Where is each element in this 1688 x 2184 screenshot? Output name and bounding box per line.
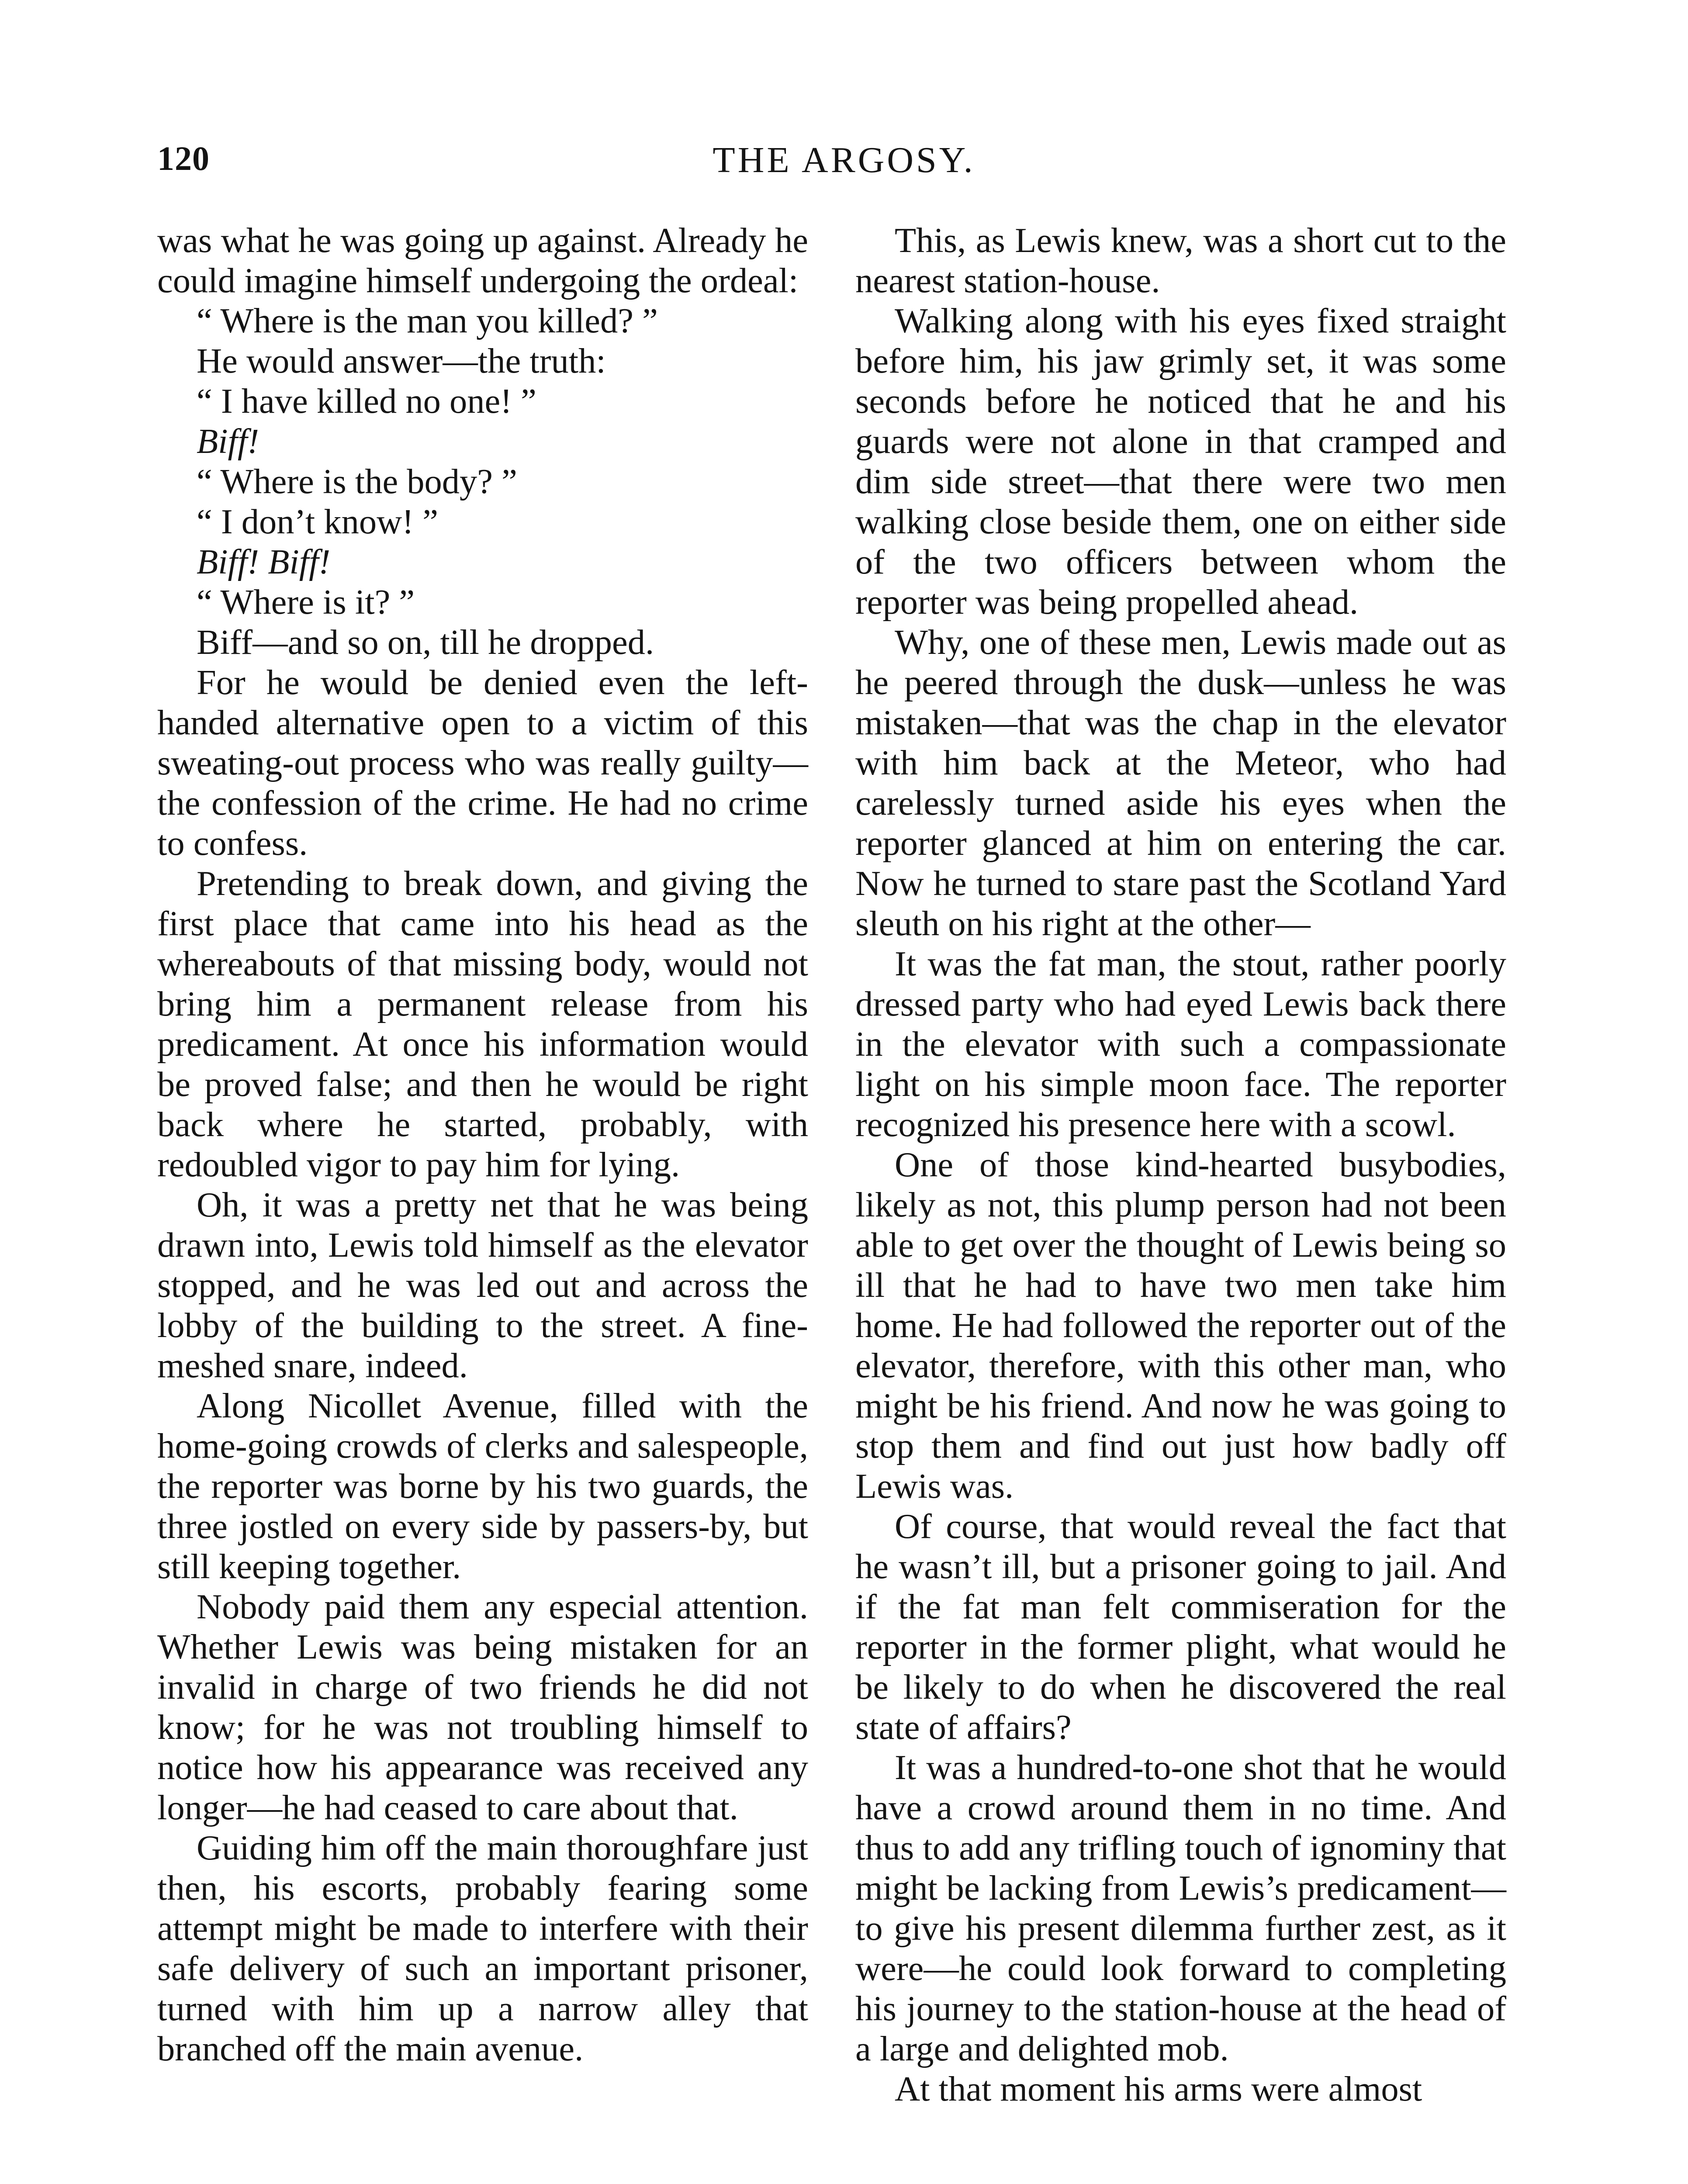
paragraph: Along Nicollet Avenue, filled with the home-going crowds of clerks and salespeople, the reporter was borne by his two guards, the three jostled on every side by passers-by, but still keeping together.	[157, 1386, 808, 1586]
paragraph: He would answer—the truth:	[197, 342, 606, 380]
paragraph: “ Where is it? ”	[197, 583, 415, 622]
page-number: 120	[157, 139, 210, 177]
paragraph: One of those kind-hearted busybodies, likely as not, this plump person had not been able to get over the thought of Lewis being so ill that he had to have two men take him home. He had followed the reporter out of the elevator, therefore, with this other man, who might be his friend. And now he was going to stop them and find out just how badly off Lewis was.	[855, 1145, 1506, 1506]
paragraph: For he would be denied even the left-handed alternative open to a victim of this sweating-out process who was really guilty—the confession of the crime. He had no crime to confess.	[157, 663, 808, 863]
paragraph: This, as Lewis knew, was a short cut to the nearest station-house.	[855, 221, 1506, 300]
paragraph: Oh, it was a pretty net that he was being drawn into, Lewis told himself as the elevator stopped, and he was led out and across the lobby of the building to the street. A fine-meshed snare, indeed.	[157, 1185, 808, 1385]
running-head: THE ARGOSY.	[713, 140, 975, 180]
paragraph: Walking along with his eyes fixed straight before him, his jaw grimly set, it was some seconds before he noticed that he and his guards were not alone in that cramped and dim side street—that there were two men walking close beside them, one on either side of the two officers between whom the reporter was being propelled ahead.	[855, 301, 1506, 622]
paragraph: Guiding him off the main thoroughfare just then, his escorts, probably fearing some attempt might be made to interfere with their safe delivery of such an important prisoner, turned with him up a narrow alley that branched off the main avenue.	[157, 1828, 808, 2068]
paragraph: Pretending to break down, and giving the first place that came into his head as the whereabouts of that missing body, would not bring him a permanent release from his predicament. At once his information would be proved false; and then he would be right back where he started, probably, with redoubled vigor to pay him for lying.	[157, 864, 808, 1184]
paragraph: was what he was going up against. Already he could imagine himself undergoing the ordeal:	[157, 221, 808, 300]
paragraph: “ Where is the man you killed? ”	[197, 301, 658, 340]
left-column	[157, 221, 808, 2069]
paragraph: “ I don’t know! ”	[197, 502, 438, 541]
paragraph: Why, one of these men, Lewis made out as he peered through the dusk—unless he was mistaken—that was the chap in the elevator with him back at the Meteor, who had carelessly turned aside his eyes when the reporter glanced at him on entering the car. Now he turned to stare past the Scotland Yard sleuth on his right at the other—	[855, 623, 1506, 943]
paragraph: It was a hundred-to-one shot that he would have a crowd around them in no time. And thus to add any trifling touch of ignominy that might be lacking from Lewis’s predicament—to give his present dilemma further zest, as it were—he could look forward to completing his journey to the station-house at the head of a large and delighted mob.	[855, 1748, 1506, 2068]
paragraph: Biff—and so on, till he dropped.	[197, 623, 654, 662]
right-column	[855, 221, 1506, 2109]
paragraph: Nobody paid them any especial attention. Whether Lewis was being mistaken for an invalid in charge of two friends he did not know; for he was not troubling himself to notice how his appearance was received any longer—he had ceased to care about that.	[157, 1587, 808, 1827]
paragraph: It was the fat man, the stout, rather poorly dressed party who had eyed Lewis back there in the elevator with such a compassionate light on his simple moon face. The reporter recognized his presence here with a scowl.	[855, 944, 1506, 1144]
paragraph: At that moment his arms were almost	[895, 2070, 1422, 2108]
paragraph: Biff!	[197, 422, 259, 461]
paragraph: “ I have killed no one! ”	[197, 382, 536, 421]
paragraph: “ Where is the body? ”	[197, 462, 517, 501]
paragraph: Biff! Biff!	[197, 543, 331, 581]
paragraph: Of course, that would reveal the fact that he wasn’t ill, but a prisoner going to jail. And if the fat man felt commiseration for the reporter in the former plight, what would he be likely to do when he discovered the real state of affairs?	[855, 1507, 1506, 1747]
